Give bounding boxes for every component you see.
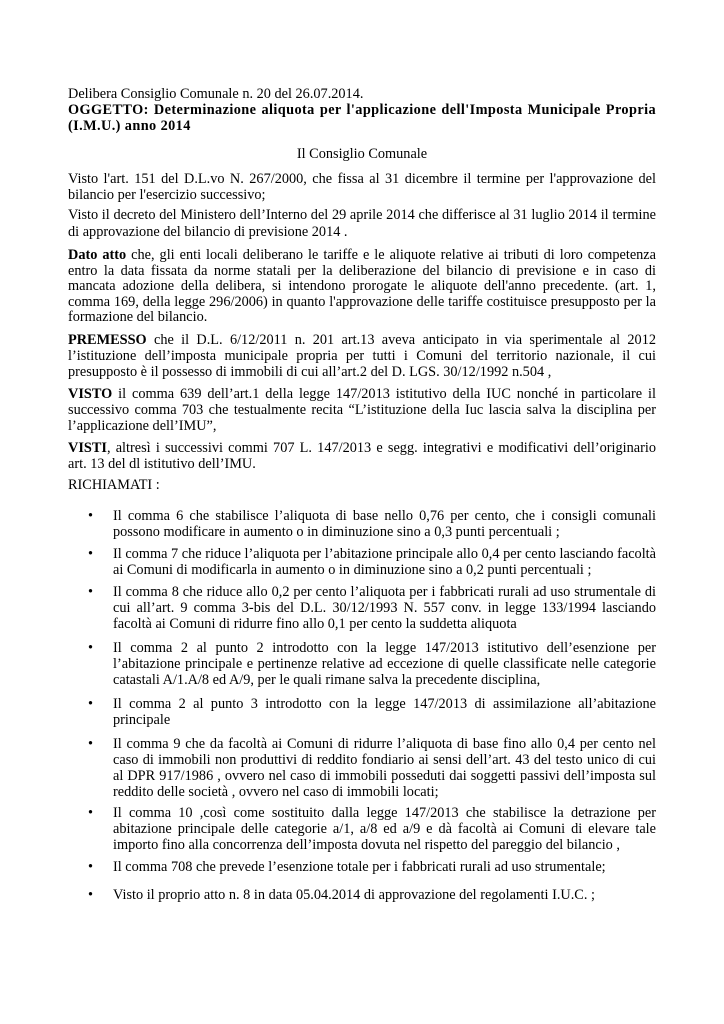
list-item-text: Il comma 6 che stabilisce l’aliquota di base nello 0,76 per cento, che i consigli comunali possono modificare in aumento o in diminuzione sino a 0,3 punti percentuali ;	[113, 508, 656, 540]
premesso-label: PREMESSO	[68, 332, 147, 348]
visto-text: il comma 639 dell’art.1 della legge 147/2013 istitutivo della IUC nonché in particolare il successivo comma 703 che testualmente recita “L’istituzione della Iuc lascia salva la disciplina per l’applicazione dell’IMU”,	[68, 386, 656, 434]
paragraph-visto-decreto: Visto il decreto del Ministero dell’Interno del 29 aprile 2014 che differisce al 31 luglio 2014 il termine di approvazione del bilancio di previsione 2014 .	[68, 207, 656, 240]
oggetto-heading	[68, 102, 656, 134]
paragraph-dato-atto	[68, 248, 656, 326]
visto-label: VISTO	[68, 386, 113, 402]
list-item-text: Il comma 7 che riduce l’aliquota per l’abitazione principale allo 0,4 per cento lasciando facoltà ai Comuni di modificarla in aumento o in diminuzione sino a 0,2 punti percentuali ;	[113, 546, 656, 578]
visti-text: , altresì i successivi commi 707 L. 147/2013 e segg. integrativi e modificativi dell’originario art. 13 del dl istitutivo dell’IMU.	[68, 440, 656, 472]
paragraph-visti	[68, 440, 656, 472]
list-item-text: Il comma 708 che prevede l’esenzione totale per i fabbricati rurali ad uso strumentale;	[113, 859, 606, 875]
oggetto-text: Determinazione aliquota per l'applicazione dell'Imposta Municipale Propria (I.M.U.) anno 2014	[68, 102, 656, 134]
list-item-text: Il comma 9 che da facoltà ai Comuni di ridurre l’aliquota di base fino allo 0,4 per cento nel caso di immobili non produttivi di reddito fondiario ai sensi dell’art. 43 del testo unico di cui al DPR 917/1986 , ovvero nel caso di immobili posseduti dai soggetti passivi dell’imposta sul reddito delle società , ovvero nel caso di immobili locati;	[113, 736, 656, 800]
bullet-icon: •	[88, 736, 94, 752]
bullet-icon: •	[88, 584, 94, 600]
bullet-icon: •	[88, 508, 94, 524]
bullet-icon: •	[88, 805, 94, 821]
paragraph-premesso	[68, 332, 656, 380]
paragraph-visto	[68, 386, 656, 434]
visti-label: VISTI	[68, 440, 107, 456]
dato-atto-label: Dato atto	[68, 247, 127, 263]
page-title: Il Consiglio Comunale	[296, 146, 428, 162]
bullet-icon: •	[88, 887, 94, 903]
oggetto-label: OGGETTO:	[68, 102, 149, 118]
list-item-text: Il comma 10 ,così come sostituito dalla legge 147/2013 che stabilisce la detrazione per abitazione principale delle categorie a/1, a/8 ed a/9 e dà facoltà ai Comuni di elevare tale importo fino alla concorrenza dell’imposta dovuta nel rispetto del pareggio del bilancio ,	[113, 805, 656, 853]
list-item-text: Visto il proprio atto n. 8 in data 05.04.2014 di approvazione del regolamenti I.U.C. ;	[113, 887, 595, 903]
bullet-icon: •	[88, 859, 94, 875]
dato-atto-text: che, gli enti locali deliberano le tariffe e le aliquote relative ai tributi di loro competenza entro la data fissata da norme statali per la deliberazione del bilancio di previsione e in caso di mancata adozione della delibera, si intendono prorogate le aliquote dell'anno precedente. (art. 1, comma 169, della legge 296/2006) in quanto l'approvazione delle tariffe costituisce presupposto per la formazione del bilancio.	[68, 247, 657, 325]
list-item-text: Il comma 8 che riduce allo 0,2 per cento l’aliquota per i fabbricati rurali ad uso strumentale di cui all’art. 9 comma 3-bis del D.L. 30/12/1993 N. 557 conv. in legge 133/1994 lasciando facoltà ai Comuni di ridurre fino allo 0,1 per cento la suddetta aliquota	[113, 584, 656, 632]
paragraph-visto-art151: Visto l'art. 151 del D.L.vo N. 267/2000, che fissa al 31 dicembre il termine per l'approvazione del bilancio per l'esercizio successivo;	[68, 171, 656, 203]
bullet-icon: •	[88, 546, 94, 562]
richiamati-heading: RICHIAMATI :	[68, 477, 160, 493]
premesso-text: che il D.L. 6/12/2011 n. 201 art.13 aveva anticipato in via sperimentale al 2012 l’istituzione dell’imposta municipale propria per tutti i Comuni del territorio nazionale, il cui presupposto è il possesso di immobili di cui all’art.2 del D. LGS. 30/12/1992 n.504 ,	[68, 332, 656, 380]
list-item-text: Il comma 2 al punto 2 introdotto con la legge 147/2013 istitutivo dell’esenzione per l’abitazione principale e pertinenze relative ad eccezione di quelle classificate nelle categorie catastali A/1.A/8 ed A/9, per le quali rimane salva la precedente disciplina,	[113, 640, 656, 688]
bullet-icon: •	[88, 696, 94, 712]
delibera-reference: Delibera Consiglio Comunale n. 20 del 26.07.2014.	[68, 86, 364, 102]
list-item-text: Il comma 2 al punto 3 introdotto con la legge 147/2013 di assimilazione all’abitazione principale	[113, 696, 656, 728]
bullet-icon: •	[88, 640, 94, 656]
